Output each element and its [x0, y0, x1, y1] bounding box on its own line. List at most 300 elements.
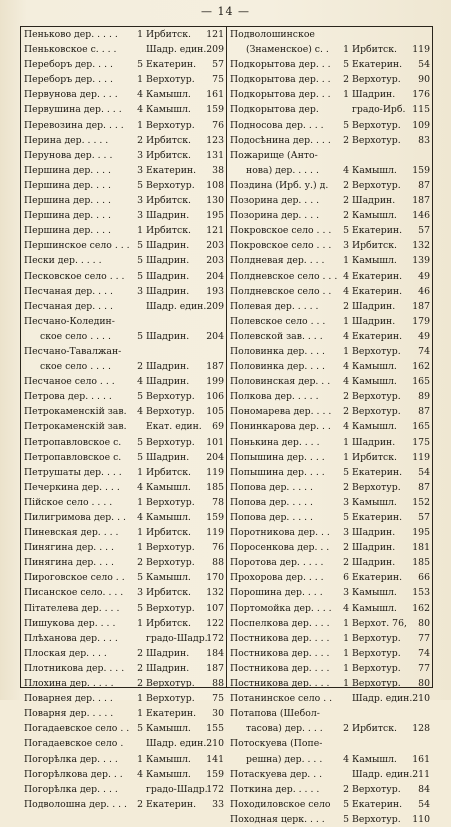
index-row — [227, 148, 432, 163]
index-row — [227, 208, 432, 223]
entry-volost-number: 5 — [137, 451, 143, 463]
page-number: — 14 — — [201, 5, 250, 18]
entry-volost-number: 3 — [137, 149, 143, 161]
entry-volost-number: 1 — [137, 466, 143, 478]
entry-name: Поварня дер. . . . . — [24, 708, 114, 720]
entry-name: Петропавловское с. — [24, 436, 122, 448]
entry-page: 187 — [412, 195, 430, 207]
index-row — [227, 616, 432, 631]
entry-district: Ирбитск. — [352, 723, 397, 735]
entry-volost-number: 1 — [137, 542, 143, 554]
entry-volost-number: 2 — [343, 783, 349, 795]
index-row — [21, 555, 226, 570]
index-row — [21, 238, 226, 253]
entry-page: 122 — [206, 617, 224, 629]
index-row — [227, 676, 432, 691]
index-row — [21, 148, 226, 163]
entry-page: 115 — [412, 104, 430, 116]
entry-volost-number: 5 — [343, 813, 349, 825]
entry-district: Камышл. — [146, 753, 191, 765]
entry-volost-number: 3 — [343, 240, 349, 252]
index-row — [21, 601, 226, 616]
entry-volost-number: 1 — [137, 753, 143, 765]
entry-district: Верхотур. — [352, 345, 401, 357]
entry-name: Пески дер. . . . . — [24, 255, 102, 267]
entry-volost-number: 4 — [137, 768, 143, 780]
entry-page: 203 — [206, 255, 224, 267]
index-row — [21, 631, 226, 646]
entry-volost-number: 5 — [343, 512, 349, 523]
index-row — [21, 435, 226, 450]
entry-name: Переборъ дер. . . . — [24, 59, 113, 71]
entry-page: 187 — [206, 361, 224, 373]
entry-volost-number: 5 — [137, 240, 143, 252]
entry-district: Камышл. — [146, 572, 191, 584]
entry-name: Попышина дер. . . . — [230, 451, 325, 463]
entry-district: Шадрин. — [146, 255, 190, 267]
index-row — [227, 752, 432, 767]
entry-district: Верхотур. — [352, 662, 401, 674]
entry-volost-number: 3 — [343, 587, 349, 599]
entry-name: Походная церк. . . . — [230, 813, 325, 825]
entry-page: 69 — [212, 421, 224, 433]
entry-name: Подволошна дер. . . . — [24, 798, 127, 810]
entry-name: Покровское село . . . — [230, 240, 332, 252]
entry-name: Петрокаменскій зав. — [24, 406, 127, 418]
entry-district: Верхотур. — [352, 119, 401, 131]
entry-district: Камышл. — [352, 496, 397, 508]
entry-district: Верхотур. — [146, 436, 195, 448]
entry-page: 84 — [418, 783, 430, 795]
entry-district: Шадр. един. — [352, 768, 413, 780]
entry-name: тасова) дер. . . . — [246, 723, 323, 735]
entry-page: 83 — [418, 134, 430, 146]
entry-name: Поспелкова дер. . . . — [230, 617, 330, 629]
entry-volost-number: 1 — [343, 678, 349, 690]
entry-volost-number: 4 — [343, 270, 349, 282]
entry-volost-number: 4 — [343, 285, 349, 297]
index-row — [227, 585, 432, 600]
index-row — [227, 797, 432, 812]
entry-page: 128 — [412, 723, 430, 735]
index-row — [227, 223, 432, 238]
index-row — [21, 525, 226, 540]
entry-district: Ирбитск. — [146, 29, 191, 40]
entry-district: Камышл. — [352, 255, 397, 267]
index-row — [227, 374, 432, 389]
entry-page: 152 — [412, 496, 430, 508]
entry-district: Екатерин. — [352, 466, 403, 478]
entry-page: 184 — [206, 647, 224, 659]
entry-name: Полдневая дер. . . . — [230, 255, 325, 267]
entry-name: Потапова (Шебол- — [230, 708, 320, 720]
index-row — [227, 510, 432, 525]
entry-page: 57 — [418, 512, 430, 523]
entry-name: Першина дер. . . . — [24, 164, 111, 176]
entry-name: Пеньково дер. . . . . — [24, 29, 118, 40]
entry-name: Постникова дер. . . . — [230, 662, 330, 674]
index-row — [227, 435, 432, 450]
entry-page: 141 — [206, 753, 224, 765]
entry-name: ское село . . . . — [40, 361, 111, 373]
entry-district: Шадрин. — [352, 300, 396, 312]
entry-district: Верхотур. — [146, 693, 195, 705]
entry-page: 101 — [206, 436, 224, 448]
entry-district: Шадрин. — [146, 451, 190, 463]
index-row — [227, 555, 432, 570]
entry-page: 204 — [206, 330, 224, 342]
entry-district: Екатерин. — [352, 270, 403, 282]
index-row — [21, 450, 226, 465]
index-row — [21, 208, 226, 223]
entry-district: Верхот. 76, — [352, 617, 407, 629]
entry-name: Прохорова дер. . . . — [230, 572, 324, 584]
entry-name: Петрушаты дер. . . . — [24, 466, 122, 478]
entry-name: решна) дер. . . . — [246, 753, 323, 765]
entry-name: Половинка дер. . . . — [230, 361, 326, 373]
entry-volost-number: 5 — [137, 436, 143, 448]
entry-volost-number: 2 — [137, 557, 143, 569]
entry-page: 121 — [206, 225, 224, 237]
entry-page: 162 — [412, 602, 430, 614]
index-row — [227, 178, 432, 193]
entry-volost-number: 1 — [343, 451, 349, 463]
index-row — [21, 359, 226, 374]
index-row — [227, 253, 432, 268]
index-row — [227, 87, 432, 102]
entry-page: 57 — [212, 59, 224, 71]
index-row — [21, 495, 226, 510]
entry-district: Верхотур. — [146, 179, 195, 191]
entry-name: Понинкарова дер. . . — [230, 421, 331, 433]
entry-page: 106 — [206, 391, 224, 403]
index-row — [21, 646, 226, 661]
entry-page: 132 — [412, 240, 430, 252]
entry-page: 30 — [212, 708, 224, 720]
entry-volost-number: 1 — [137, 708, 143, 720]
index-row — [227, 27, 432, 42]
entry-volost-number: 1 — [343, 89, 349, 101]
entry-volost-number: 3 — [343, 496, 349, 508]
entry-name: Поварнея дер. . . . — [24, 693, 113, 705]
entry-name: Першина дер. . . . — [24, 195, 111, 207]
entry-page: 108 — [206, 179, 224, 191]
index-row — [21, 253, 226, 268]
entry-district: Шадрин. — [352, 436, 396, 448]
entry-district: Камышл. — [146, 89, 191, 101]
entry-district: Екатерин. — [352, 798, 403, 810]
entry-page: 139 — [412, 255, 430, 267]
entry-page: 179 — [412, 315, 430, 327]
index-row — [21, 540, 226, 555]
index-row — [227, 646, 432, 661]
entry-volost-number: 2 — [343, 300, 349, 312]
entry-district: Ирбитск. — [352, 451, 397, 463]
entry-district: Верхотур. — [352, 481, 401, 493]
entry-page: 78 — [212, 496, 224, 508]
entry-page: 90 — [418, 74, 430, 86]
entry-page: 88 — [212, 557, 224, 569]
entry-volost-number: 1 — [137, 693, 143, 705]
entry-name: Першина дер. . . . — [24, 225, 111, 237]
index-row — [21, 706, 226, 721]
entry-district: Верхотур. — [352, 134, 401, 146]
entry-page: 74 — [418, 345, 430, 357]
index-row — [21, 299, 226, 314]
entry-district: Камышл. — [146, 768, 191, 780]
entry-name: Полевское село . . . — [230, 315, 326, 327]
entry-name: Переборъ дер. . . . — [24, 74, 113, 86]
entry-name: Песчано-Коледин- — [24, 315, 115, 327]
entry-page: 49 — [418, 330, 430, 342]
entry-name: Писанское село. . . . — [24, 587, 124, 599]
index-row — [227, 42, 432, 57]
entry-district: Шадрин. — [352, 542, 396, 554]
entry-volost-number: 2 — [343, 723, 349, 735]
entry-page: 121 — [206, 29, 224, 40]
entry-page: 77 — [418, 632, 430, 644]
entry-district: Камышл. — [352, 376, 397, 388]
entry-volost-number: 2 — [137, 678, 143, 690]
index-row — [227, 269, 432, 284]
entry-name: Походиловское село — [230, 798, 331, 810]
entry-volost-number: 5 — [137, 255, 143, 267]
entry-volost-number: 5 — [343, 59, 349, 71]
entry-name: Постникова дер. . . . — [230, 632, 330, 644]
entry-name: Плотникова дер. . . . — [24, 662, 125, 674]
entry-page: 87 — [418, 481, 430, 493]
index-row — [21, 178, 226, 193]
entry-page: 130 — [206, 195, 224, 207]
entry-district: Шадрин. — [352, 89, 396, 101]
entry-district: Шадрин. — [146, 662, 190, 674]
entry-volost-number: 2 — [343, 391, 349, 403]
entry-page: 76 — [212, 119, 224, 131]
entry-volost-number: 4 — [137, 104, 143, 116]
entry-volost-number: 5 — [343, 119, 349, 131]
entry-district: Ирбитск. — [146, 617, 191, 629]
entry-district: Шадрин. — [146, 285, 190, 297]
entry-volost-number: 2 — [343, 179, 349, 191]
entry-district: Шадрин. — [352, 195, 396, 207]
entry-page: 57 — [418, 225, 430, 237]
entry-volost-number: 1 — [343, 617, 349, 629]
entry-volost-number: 5 — [137, 602, 143, 614]
entry-page: 146 — [412, 210, 430, 222]
entry-volost-number: 4 — [343, 361, 349, 373]
entry-district: Екатерин. — [146, 708, 197, 720]
entry-district: Шадр. един. — [352, 693, 413, 705]
index-row — [21, 465, 226, 480]
entry-page: 119 — [206, 466, 224, 478]
entry-name: Погадаевское село . . — [24, 723, 130, 735]
entry-page: 105 — [206, 406, 224, 418]
index-row — [227, 450, 432, 465]
entry-name: Поросенкова дер. . . — [230, 542, 330, 554]
entry-volost-number: 4 — [137, 481, 143, 493]
entry-volost-number: 1 — [343, 255, 349, 267]
entry-name: Подкорытова дер. . . — [230, 89, 331, 101]
entry-name: Подкорытова дер. . . — [230, 74, 331, 86]
entry-page: 109 — [412, 119, 430, 131]
index-row — [227, 661, 432, 676]
entry-volost-number: 4 — [137, 376, 143, 388]
entry-page: 193 — [206, 285, 224, 297]
entry-name: Полевая дер. . . . . — [230, 300, 319, 312]
entry-name: Потаскуева дер. . . — [230, 768, 323, 780]
entry-page: 33 — [212, 798, 224, 810]
entry-district: Верхотур. — [352, 813, 401, 825]
entry-name: Постникова дер. . . . — [230, 678, 330, 690]
entry-volost-number: 2 — [343, 134, 349, 146]
index-row — [21, 404, 226, 419]
index-row — [227, 721, 432, 736]
entry-name: Поткина дер. . . . . — [230, 783, 320, 795]
entry-name: Перунова дер. . . . — [24, 149, 113, 161]
index-row — [21, 691, 226, 706]
index-row — [227, 782, 432, 797]
entry-volost-number: 2 — [343, 481, 349, 493]
entry-district: Верхотур. — [352, 783, 401, 795]
entry-district: Шадрин. — [146, 647, 190, 659]
entry-district: Екатерин. — [352, 285, 403, 297]
entry-district: Шадрин. — [352, 527, 396, 539]
index-row — [227, 465, 432, 480]
index-row — [227, 404, 432, 419]
entry-name: Подкорытова дер. . . — [230, 59, 331, 71]
entry-page: 89 — [418, 391, 430, 403]
entry-page: 54 — [418, 466, 430, 478]
entry-volost-number: 3 — [343, 527, 349, 539]
entry-district: Шадрин. — [146, 240, 190, 252]
entry-district: Верхотур. — [352, 391, 401, 403]
entry-name: Пинягина дер. . . . — [24, 542, 114, 554]
entry-district: Камышл. — [146, 723, 191, 735]
entry-name: Перина дер. . . . . — [24, 134, 109, 146]
entry-page: 123 — [206, 134, 224, 146]
index-row — [21, 676, 226, 691]
entry-name: Першина дер. . . . — [24, 210, 111, 222]
entry-volost-number: 2 — [343, 542, 349, 554]
entry-district: Шадрин. — [146, 376, 190, 388]
entry-volost-number: 2 — [343, 557, 349, 569]
entry-page: 75 — [212, 693, 224, 705]
entry-district: Верхотур. — [352, 406, 401, 418]
entry-name: Подволошинское — [230, 29, 315, 40]
entry-page: 119 — [412, 44, 430, 56]
index-row — [227, 284, 432, 299]
entry-name: Понькина дер. . . . — [230, 436, 320, 448]
entry-district: Камышл. — [352, 164, 397, 176]
entry-name: Подосѣнина дер. . . . — [230, 134, 331, 146]
entry-name: Поздина (Ирб. у.) д. — [230, 179, 329, 191]
entry-district: Верхотур. — [146, 678, 195, 690]
entry-district: градо-Шадр. — [146, 783, 208, 795]
entry-district: Камышл. — [146, 481, 191, 493]
entry-volost-number: 2 — [137, 798, 143, 810]
entry-page: 49 — [418, 270, 430, 282]
entry-page: 75 — [212, 74, 224, 86]
entry-volost-number: 2 — [137, 647, 143, 659]
index-row — [21, 782, 226, 797]
entry-district: Шадрин. — [352, 557, 396, 569]
entry-name: Позорина дер. . . . — [230, 195, 320, 207]
entry-page: 107 — [206, 602, 224, 614]
index-row — [21, 72, 226, 87]
index-row — [21, 797, 226, 812]
entry-district: Камышл. — [146, 512, 191, 523]
entry-volost-number: 2 — [343, 406, 349, 418]
entry-volost-number: 2 — [343, 195, 349, 207]
index-row — [21, 27, 226, 42]
entry-name: Пожарище (Анто- — [230, 149, 318, 161]
entry-volost-number: 1 — [137, 74, 143, 86]
index-row — [21, 419, 226, 434]
entry-volost-number: 5 — [137, 59, 143, 71]
entry-district: Ирбитск. — [146, 149, 191, 161]
index-row — [21, 721, 226, 736]
index-row — [21, 510, 226, 525]
index-row — [227, 389, 432, 404]
entry-volost-number: 1 — [137, 527, 143, 539]
entry-name: Полдневское село . . — [230, 285, 332, 297]
entry-district: Верхотур. — [352, 647, 401, 659]
entry-page: 185 — [206, 481, 224, 493]
entry-name: Пишукова дер. . . . — [24, 617, 116, 629]
entry-page: 76 — [212, 542, 224, 554]
entry-page: 80 — [418, 617, 430, 629]
entry-page: 176 — [412, 89, 430, 101]
entry-name: Попова дер. . . . . — [230, 496, 314, 508]
entry-page: 132 — [206, 587, 224, 599]
entry-name: (Знаменское) с. . — [246, 44, 329, 56]
entry-page: 159 — [412, 164, 430, 176]
index-row — [21, 42, 226, 57]
index-row — [227, 736, 432, 751]
entry-page: 87 — [418, 179, 430, 191]
entry-district: Екатерин. — [146, 59, 197, 71]
entry-district: Камышл. — [352, 361, 397, 373]
right-column — [227, 27, 432, 825]
entry-volost-number: 2 — [137, 361, 143, 373]
entry-name: Пинягина дер. . . . — [24, 557, 114, 569]
entry-volost-number: 2 — [137, 134, 143, 146]
entry-volost-number: 2 — [137, 662, 143, 674]
entry-name: ское село . . . . — [40, 330, 111, 342]
entry-name: Порошина дер. . . . — [230, 587, 323, 599]
entry-page: 88 — [212, 678, 224, 690]
entry-district: Верхотур. — [146, 557, 195, 569]
index-row — [21, 269, 226, 284]
entry-volost-number: 1 — [137, 617, 143, 629]
entry-page: 54 — [418, 798, 430, 810]
entry-district: Ирбитск. — [352, 44, 397, 56]
index-row — [21, 133, 226, 148]
entry-page: 110 — [412, 813, 430, 825]
entry-name: Подносова дер. . . . — [230, 119, 324, 131]
entry-name: Пеньковское с. . . . — [24, 44, 117, 56]
entry-district: Екатерин. — [146, 798, 197, 810]
index-row — [227, 691, 432, 706]
entry-volost-number: 1 — [343, 44, 349, 56]
entry-name: Печеркина дер. . . . — [24, 481, 120, 493]
index-row — [227, 359, 432, 374]
index-row — [227, 163, 432, 178]
index-row — [227, 238, 432, 253]
index-row — [227, 601, 432, 616]
entry-name: Пиневская дер. . . . — [24, 527, 119, 539]
index-row — [227, 767, 432, 782]
